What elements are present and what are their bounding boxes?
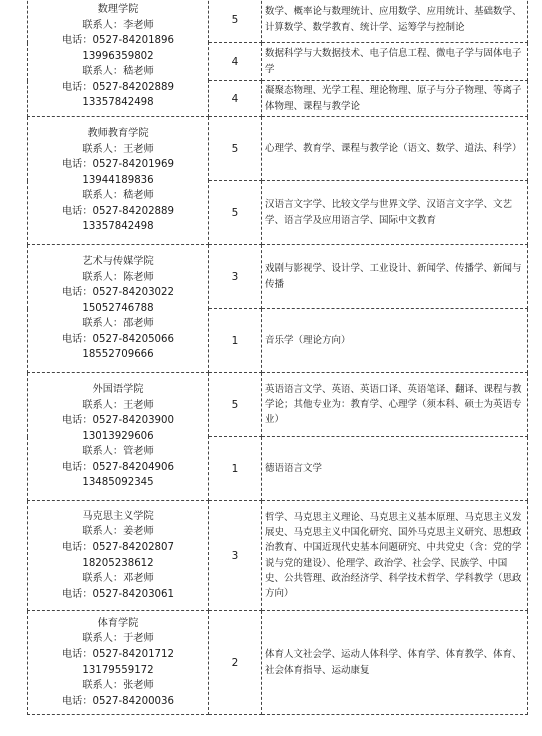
contact-mobile: 13179559172 <box>82 664 154 676</box>
table-row <box>28 611 528 715</box>
contact-mobile: 13485092345 <box>82 477 154 489</box>
majors-cell: 体育人文社会学、运动人体科学、体育学、体育教学、体育、社会体育指导、运动康复 <box>262 611 528 715</box>
contact-phone: 电话：0527-84200036 <box>61 695 175 707</box>
headcount-cell: 3 <box>209 501 262 611</box>
table-row <box>28 0 528 43</box>
headcount-cell: 5 <box>209 0 262 43</box>
majors-cell: 数据科学与大数据技术、电子信息工程、微电子学与固体电子学 <box>262 43 528 81</box>
headcount-cell: 5 <box>209 117 262 181</box>
contact-mobile: 13996359802 <box>82 50 154 62</box>
contact-person: 联系人：陈老师 <box>82 271 154 283</box>
headcount-cell: 1 <box>209 309 262 373</box>
recruitment-table <box>27 0 528 715</box>
college-cell <box>28 373 209 501</box>
contact-person: 联系人：王老师 <box>82 399 154 411</box>
contact-phone: 电话：0527-84201712 <box>61 648 175 660</box>
contact-phone: 电话：0527-84203061 <box>61 588 175 600</box>
majors-cell: 戏剧与影视学、设计学、工业设计、新闻学、传播学、新闻与传播 <box>262 245 528 309</box>
college-name: 教师教育学院 <box>87 127 149 139</box>
contact-person: 联系人：王老师 <box>82 143 154 155</box>
headcount-cell: 5 <box>209 181 262 245</box>
contact-person: 联系人：姜老师 <box>82 526 154 538</box>
contact-person: 联系人：管老师 <box>82 446 154 458</box>
college-name: 外国语学院 <box>92 383 144 395</box>
college-cell <box>28 0 209 117</box>
headcount-cell: 3 <box>209 245 262 309</box>
table-body <box>28 0 528 715</box>
contact-phone: 电话：0527-84202807 <box>61 541 175 553</box>
college-name: 艺术与传媒学院 <box>82 255 154 267</box>
contact-person: 联系人：邵老师 <box>82 318 154 330</box>
majors-cell: 英语语言文学、英语、英语口译、英语笔译、翻译、课程与教学论；其他专业为：教育学、心理学（须本科、硕士为英语专业） <box>262 373 528 437</box>
contact-phone: 电话：0527-84201969 <box>61 159 175 171</box>
contact-person: 联系人：张老师 <box>82 680 154 692</box>
contact-phone: 电话：0527-84202889 <box>61 81 175 93</box>
college-cell <box>28 245 209 373</box>
college-cell <box>28 117 209 245</box>
contact-mobile: 13357842498 <box>82 221 154 233</box>
majors-cell: 汉语言文字学、比较文学与世界文学、汉语言文字学、文艺学、语言学及应用语言学、国际中文教育 <box>262 181 528 245</box>
table-row <box>28 117 528 181</box>
headcount-cell: 1 <box>209 437 262 501</box>
contact-phone: 电话：0527-84204906 <box>61 461 175 473</box>
majors-cell: 德语语言文学 <box>262 437 528 501</box>
college-name: 体育学院 <box>97 617 139 629</box>
contact-phone: 电话：0527-84202889 <box>61 205 175 217</box>
contact-person: 联系人：李老师 <box>82 19 154 31</box>
headcount-cell: 4 <box>209 81 262 117</box>
contact-mobile: 13357842498 <box>82 97 154 109</box>
table-row <box>28 245 528 309</box>
majors-cell: 凝聚态物理、光学工程、理论物理、原子与分子物理、等离子体物理、课程与教学论 <box>262 81 528 117</box>
contact-person: 联系人：于老师 <box>82 633 154 645</box>
headcount-cell: 2 <box>209 611 262 715</box>
contact-phone: 电话：0527-84203022 <box>61 287 175 299</box>
majors-cell: 音乐学（理论方向） <box>262 309 528 373</box>
college-cell <box>28 501 209 611</box>
contact-mobile: 18552709666 <box>82 349 154 361</box>
contact-phone: 电话：0527-84201896 <box>61 35 175 47</box>
contact-person: 联系人：嵇老师 <box>82 66 154 78</box>
contact-person: 联系人：嵇老师 <box>82 190 154 202</box>
contact-mobile: 13013929606 <box>82 430 154 442</box>
majors-cell: 心理学、教育学、课程与教学论（语文、数学、道法、科学） <box>262 117 528 181</box>
majors-cell: 数学、概率论与数理统计、应用数学、应用统计、基础数学、计算数学、数学教育、统计学、运筹学与控制论 <box>262 0 528 43</box>
table-row <box>28 373 528 437</box>
contact-mobile: 18205238612 <box>82 557 154 569</box>
contact-person: 联系人：邓老师 <box>82 573 154 585</box>
contact-phone: 电话：0527-84203900 <box>61 415 175 427</box>
contact-mobile: 15052746788 <box>82 302 154 314</box>
college-name: 马克思主义学院 <box>82 510 154 522</box>
majors-cell: 哲学、马克思主义理论、马克思主义基本原理、马克思主义发展史、马克思主义中国化研究、国外马克思主义研究、思想政治教育、中国近现代史基本问题研究、中共党史（含：党的学说与党的建设）、伦理学、政治学、社会学、民族学、中国史、公共管理、政治经济学、科学技术哲学、学科教学（思政方向） <box>262 501 528 611</box>
college-name: 数理学院 <box>97 3 139 15</box>
headcount-cell: 4 <box>209 43 262 81</box>
contact-mobile: 13944189836 <box>82 174 154 186</box>
table-row <box>28 501 528 611</box>
headcount-cell: 5 <box>209 373 262 437</box>
contact-phone: 电话：0527-84205066 <box>61 333 175 345</box>
college-cell <box>28 611 209 715</box>
